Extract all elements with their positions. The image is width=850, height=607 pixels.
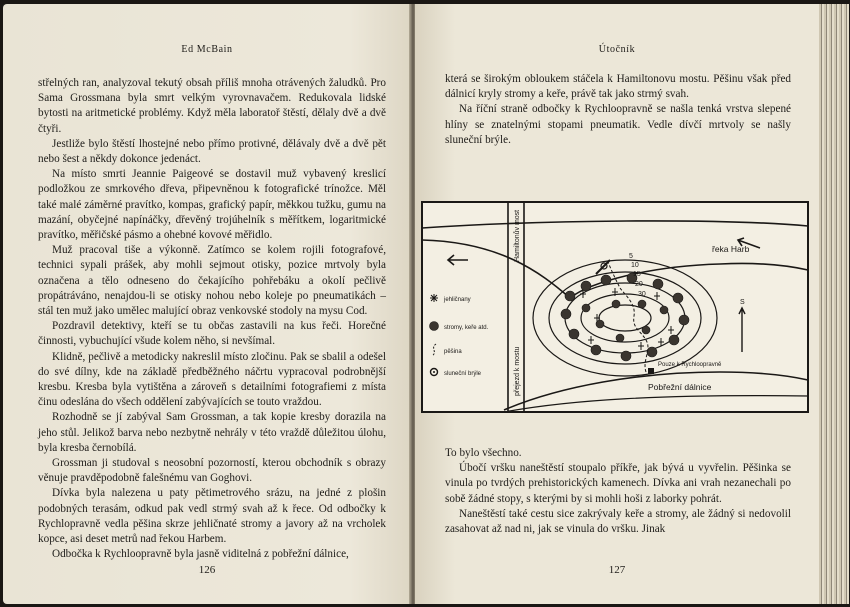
- left-page-body: [38, 76, 386, 563]
- crime-scene-map: [420, 200, 810, 416]
- contour-label: 20: [635, 281, 643, 288]
- right-page: [415, 4, 819, 604]
- legend-label: stromy, keře atd.: [444, 325, 489, 331]
- map-drawing: [420, 200, 810, 416]
- legend-label: pěšina: [444, 349, 462, 355]
- legend-label: jehličnany: [444, 297, 471, 303]
- paragraph: Muž pracoval tiše a výkonně. Zatímco se kolem rojili fotografové, technici sypali prášek, aby mohli sejmout otisky, pozice mrtvoly byla označena a tělo odneseno do čekajícího pohřebáku a okolí pečlivě propátráváno, nenajdou-li se otisky nohou nebo koleje po pneumatikách – stál ten muž jako umělec malující obraz venkovské stodoly na mysu Cod.: [38, 244, 386, 318]
- paragraph: Dívka byla nalezena u paty pětimetrového srázu, na jedné z plošin podobných terasám, odkud pak vedl strmý svah až k řece. Od odbočky k Rychlopravně vedla pěšina skrze jehličnaté stromy a javory až na vrcholek kopce, asi deset metrů nad řekou Harbem.: [38, 487, 386, 546]
- river-label: řeka Harb: [712, 244, 750, 254]
- tree-icon: [430, 322, 439, 331]
- contour-label: 30: [638, 291, 646, 298]
- paragraph: To bylo všechno.: [445, 447, 522, 459]
- turnoff-marker: [648, 368, 654, 374]
- paragraph: Odbočka k Rychloopravně byla jasně viditelná z pobřežní dálnice,: [52, 548, 349, 561]
- north-label: S: [740, 299, 745, 306]
- paragraph: která se širokým obloukem stáčela k Hamiltonovu mostu. Pěšinu však před dálnicí kryly stromy a keře, právě tak jako strmý svah.: [445, 73, 791, 101]
- paragraph: střelných ran, analyzoval tekutý obsah příliš mnoha otrávených žaludků. Pro Sama Grossmana byla smrt velkým vyrovnavačem. Redukovala lidské bytosti na aritmetické problémy. Když měla laboratoř štěstí, dělaly dvě a dvě čtyři.: [38, 77, 386, 135]
- contour-label: 10: [631, 262, 639, 269]
- bridge-label-top: Hamiltonův most: [514, 209, 521, 262]
- right-page-body-bottom: [445, 446, 791, 537]
- paragraph: Na říční straně odbočky k Rychloopravně se našla tenká vrstva slepené hlíny se znatelnými stopami pneumatik. Vedle dívčí mrtvoly se našly sluneční brýle.: [445, 103, 791, 146]
- paragraph: Jestliže bylo štěstí lhostejné nebo přímo protivné, dělávaly dvě a dvě pět nebo šest a někdy dokonce jedenáct.: [38, 137, 386, 166]
- right-page-body-top: [445, 72, 791, 148]
- running-head-title: Útočník: [598, 44, 636, 55]
- conifer-icon: [430, 294, 438, 302]
- open-book: [3, 4, 849, 604]
- page-number-left: 126: [198, 564, 216, 576]
- running-head-author: Ed McBain: [181, 44, 233, 55]
- contour-label: 15: [633, 271, 641, 278]
- page-edges: [819, 4, 849, 604]
- paragraph: Úbočí vršku naneštěstí stoupalo příkře, jak bývá u vyvřelin. Pěšinka se vinula po tvrdých prehistorických kamenech. Dívka ani vrah nezanechali po sobě žádné stopy, s kterými by si mohli hoši z laborky pohrát.: [445, 462, 791, 505]
- paragraph: Na místo smrti Jeannie Paigeové se dostavil muž vybavený kreslicí podložkou ze smrkového dřeva, připevněnou k fotografické trínožce. Měl také malé záměrné pravítko, kompas, grafický papír, měkkou tužku, gumu na mazání, obyčejné napínáčky, dřevěný trojúhelník s měřítkem, logaritmické pravítko, měřičské pásmo a ohebné kovové měřidlo.: [38, 168, 386, 242]
- turnoff-label: Pouze k Rychloopravně: [658, 362, 722, 368]
- bridge-label-bottom: přejezd k mostu: [514, 346, 521, 396]
- paragraph: Pozdravil detektivy, kteří se tu občas zastavili na kus řeči. Horečné činnosti, vybuchující všude kolem něho, si nevšímal.: [38, 320, 386, 348]
- paragraph: Naneštěstí také cestu sice zakrývaly keře a stromy, ale žádný si nedovolil zasahovat až nad ni, jak se vinula do vršku. Jinak: [445, 507, 791, 536]
- paragraph: Klidně, pečlivě a metodicky nakreslil místo zločinu. Pak se sbalil a odešel do své dílny, kde na základě předběžného náčrtu vypracoval podrobnější kresbu. Kresba byla vytištěna a zároveň s detailními fotografiemi z místa činu odeslána do všech oddělení zabývajících se touto vraždou.: [38, 350, 386, 409]
- contour-label: 5: [629, 253, 633, 260]
- left-page: [3, 4, 411, 604]
- legend-label: sluneční brýle: [444, 371, 482, 377]
- paragraph: Rozhodně se jí zabýval Sam Grossman, a tak kopie kresby dorazila na jeho stůl. Jelikož barva nebo nezbytně nehrály v této vraždě důležitou úlohu, byla kresba černobílá.: [38, 411, 386, 454]
- highway-label: Pobřežní dálnice: [648, 382, 712, 392]
- page-number-right: 127: [608, 564, 626, 576]
- paragraph: Grossman ji studoval s neosobní pozorností, kterou obchodník s obrazy věnuje pravděpodobně falešnému van Goghovi.: [38, 457, 386, 485]
